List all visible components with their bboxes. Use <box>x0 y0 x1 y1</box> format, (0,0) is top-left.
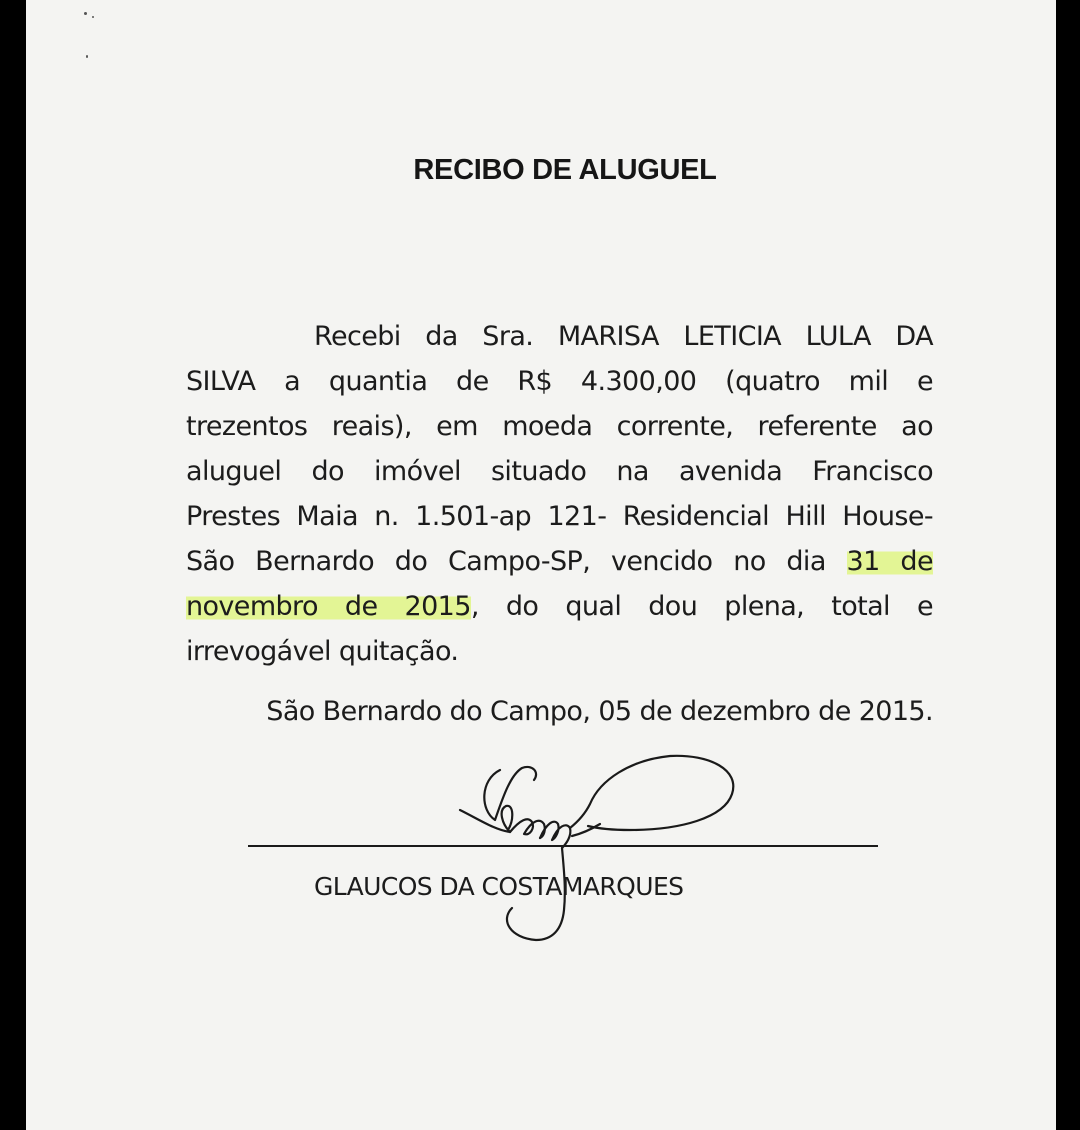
body-line: Prestes Maia n. 1.501-ap 121- Residencial Hill House- <box>186 501 933 532</box>
highlighted-date: 31 de <box>846 546 933 577</box>
highlighted-date: novembro de 2015 <box>186 591 471 622</box>
signer-name: GLAUCOS DA COSTAMARQUES <box>314 872 684 901</box>
signature-line <box>248 845 878 847</box>
document-title: RECIBO DE ALUGUEL <box>413 154 717 186</box>
place-date: São Bernardo do Campo, 05 de dezembro de 2015. <box>266 696 933 727</box>
body-line <box>186 584 933 629</box>
body-line: SILVA a quantia de R$ 4.300,00 (quatro mil e <box>186 366 933 397</box>
body-text-segment: São Bernardo do Campo-SP, vencido no dia <box>186 546 847 577</box>
scan-speck <box>84 12 87 15</box>
receipt-body <box>186 314 933 674</box>
body-line: irrevogável quitação. <box>186 636 459 667</box>
body-line: Recebi da Sra. MARISA LETICIA LULA DA <box>314 321 933 352</box>
scan-speck <box>92 16 94 18</box>
body-line: aluguel do imóvel situado na avenida Francisco <box>186 456 933 487</box>
body-line: trezentos reais), em moeda corrente, referente ao <box>186 411 933 442</box>
body-text-segment: , do qual dou plena, total e <box>470 591 933 622</box>
scan-speck <box>86 55 88 58</box>
body-line <box>186 539 933 584</box>
